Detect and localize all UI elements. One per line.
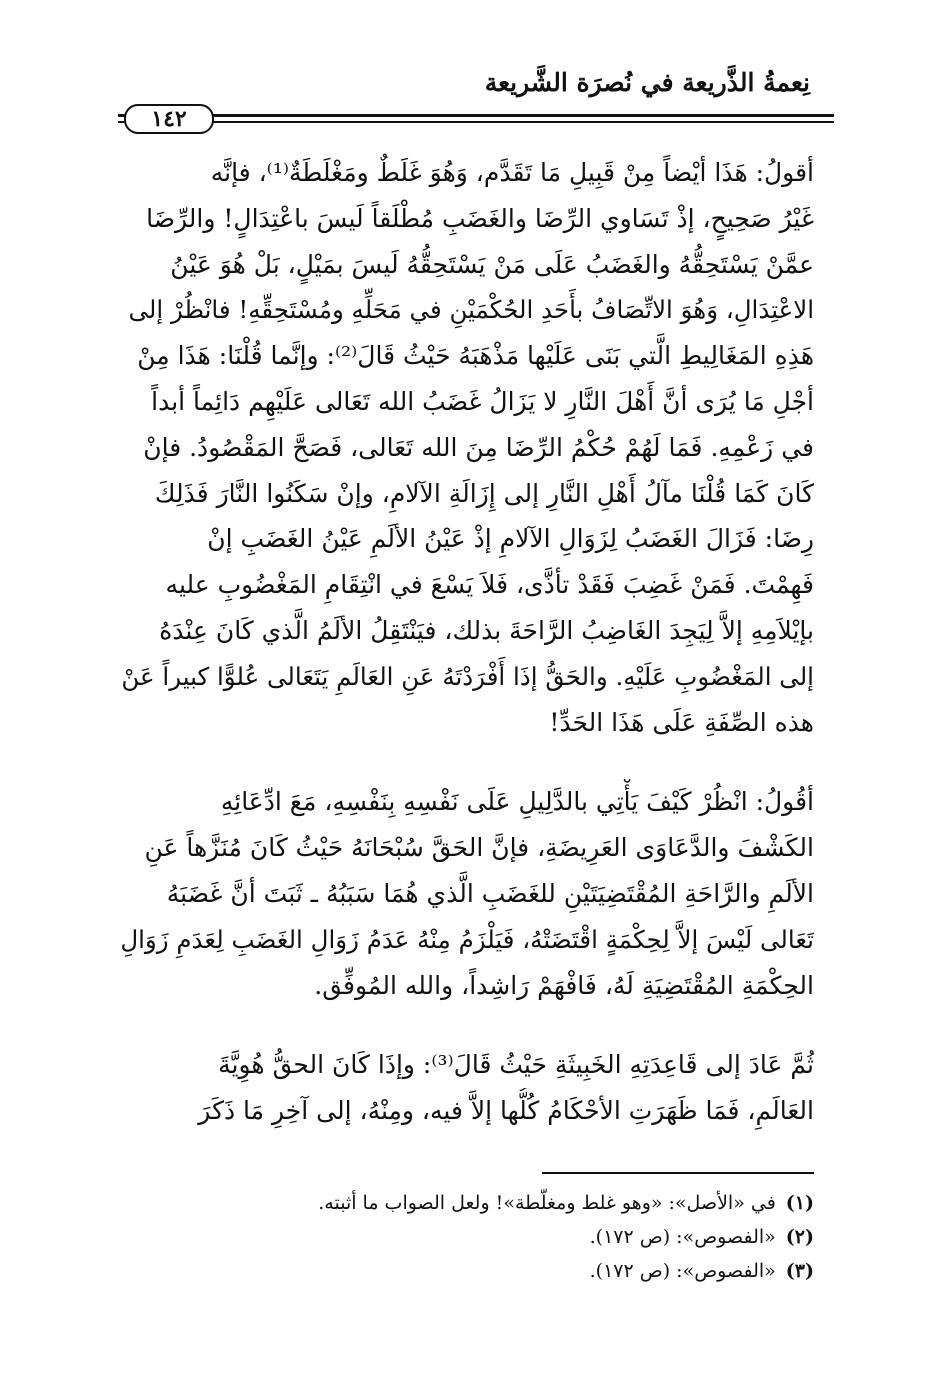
- text-line: العَالَمِ، فَمَا ظَهَرَتِ الأحْكَامُ كُلُّها إلاَّ فيه، ومِنْهُ، إلى آخِرِ مَا ذَكَرَ: [198, 1096, 814, 1126]
- text-line: فَهِمْتَ. فَمَنْ غَضِبَ فَقَدْ تأذَّى، فَلاَ يَسْعَ في انْتِقَامِ المَغْضُوبِ عليه: [165, 570, 814, 600]
- paragraph-gap: [116, 1008, 814, 1042]
- footnote-text: «الفصوص»: (ص ١٧٢).: [589, 1226, 776, 1248]
- text-line: إلى المَغْضُوبِ عَلَيْهِ. والحَقُّ إذَا أَفْرَدْتَهُ عَنِ العَالَمِ يَتَعَالى عُلوًّا كبيراً عَنْ: [121, 661, 814, 691]
- header-rule-thin: [118, 121, 834, 123]
- running-title: نِعمةُ الذَّريعة في نُصرَة الشَّريعة: [484, 68, 810, 97]
- text-line: غَيْرُ صَحِيحٍ، إذْ تَسَاوي الرِّضَا والغَضَبِ مُطْلَقاً لَيسَ باعْتِدَالٍ! والرِّضَا: [146, 203, 814, 233]
- text-line: رِضَا: فَزَالَ الغَضَبُ لِزَوَالِ الآلامِ إذْ عَيْنُ الألَمِ عَيْنُ الغَضَبِ إنْ: [207, 524, 814, 554]
- text-line: تَعَالى لَيْسَ إلاَّ لِحِكْمَةٍ اقْتَضَتْهُ، فَيَلْزَمُ مِنْهُ عَدَمُ زَوَالِ الغَضَبِ لِعَدَمِ زَوَالِ: [120, 924, 814, 954]
- paragraph: [116, 150, 814, 745]
- text-line: كَانَ كَمَا قُلْنَا مآلُ أَهْلِ النَّارِ إلى إِزَالَةِ الآلامِ، وإنْ سَكَنُوا النَّارَ فَذَلِكَ: [154, 478, 814, 508]
- text-line: أجْلِ مَا يُرَى أنَّ أَهْلَ النَّارِ لا يَزَالُ غَضَبُ الله تَعَالى عَلَيْهِم دَائِماً أبداً: [151, 386, 814, 416]
- text-line: بإيْلاَمِهِ إلاَّ لِيَجِدَ الغَاضِبُ الرَّاحَةَ بذلك، فيَنْتَقِلُ الألَمُ الَّذي كَانَ عِنْدَهُ: [159, 615, 814, 645]
- body-text: [116, 150, 814, 1134]
- footnote: [116, 1254, 814, 1288]
- header-rule: [118, 114, 834, 117]
- footnote-text: في «الأصل»: «وهو غلط ومغلّطة»! ولعل الصواب ما أثبته.: [318, 1192, 776, 1214]
- text-line: عمَّنْ يَسْتَحِقُّهُ والغَضَبُ عَلَى مَنْ يَسْتَحِقُّهُ لَيسَ بمَيْلٍ، بَلْ هُوَ عَيْنُ: [170, 249, 814, 279]
- footnotes: [116, 1186, 814, 1288]
- footnote: [116, 1186, 814, 1220]
- page-number: ١٤٢: [124, 104, 214, 134]
- footnote-number: (٣): [785, 1260, 814, 1282]
- footnote-text: «الفصوص»: (ص ١٧٢).: [589, 1260, 776, 1282]
- footnote-separator: [542, 1172, 814, 1174]
- text-line: هَذِهِ المَغَالِيطِ الَّتي بَنَى عَلَيْها مَذْهَبَهُ حَيْثُ قَالَ⁽²⁾: وإنَّما قُلْنَا: هَذَا مِنْ: [137, 341, 814, 371]
- text-line: الألَمِ والرَّاحَةِ المُقْتَضِيَتَيْنِ للغَضَبِ الَّذي هُمَا سَبَبُهُ ـ ثَبَتَ أنَّ غَضَبَهُ: [166, 878, 814, 908]
- footnote-number: (١): [785, 1192, 814, 1214]
- text-line: الحِكْمَةِ المُقْتَضِيَةِ لَهُ، فَافْهَمْ رَاشِداً، والله المُوفِّق.: [314, 970, 814, 1000]
- text-line: الاعْتِدَالِ، وَهُوَ الاتِّصَافُ بأَحَدِ الحُكْمَيْنِ في مَحَلِّهِ ومُسْتَحِقِّهِ! فانْظُرْ إلى: [128, 295, 814, 325]
- paragraph: [116, 779, 814, 1008]
- footnote: [116, 1220, 814, 1254]
- text-line: في زَعْمِهِ. فَمَا لَهُمْ حُكْمُ الرِّضَا مِنَ الله تَعَالى، فَصَحَّ المَقْصُودُ. فإنْ: [143, 432, 814, 462]
- text-line: أقولُ: هَذَا أيْضاً مِنْ قَبِيلِ مَا تَقَدَّم، وَهُوَ غَلَطٌ ومَغْلَطَةٌ⁽¹⁾، فإنَّه: [210, 158, 814, 187]
- text-line: هذه الصِّفَةِ عَلَى هَذَا الحَدِّ!: [549, 707, 814, 737]
- footnote-number: (٢): [785, 1226, 814, 1248]
- text-line: أقُولُ: انْظُرْ كَيْفَ يَأْتِي بالدَّلِيلِ عَلَى نَفْسِهِ بِنَفْسِهِ، مَعَ ادِّعَائِهِ: [220, 787, 814, 817]
- paragraph-gap: [116, 745, 814, 779]
- text-line: الكَشْفَ والدَّعَاوَى العَرِيضَةِ، فإنَّ الحَقَّ سُبْحَانَهُ حَيْثُ كَانَ مُنَزَّهاً عَنِ: [144, 833, 814, 863]
- paragraph: [116, 1042, 814, 1134]
- text-line: ثُمَّ عَادَ إلى قَاعِدَتِهِ الخَبِيثَةِ حَيْثُ قَالَ⁽³⁾: وإذَا كَانَ الحقُّ هُوِيَّةَ: [218, 1050, 814, 1080]
